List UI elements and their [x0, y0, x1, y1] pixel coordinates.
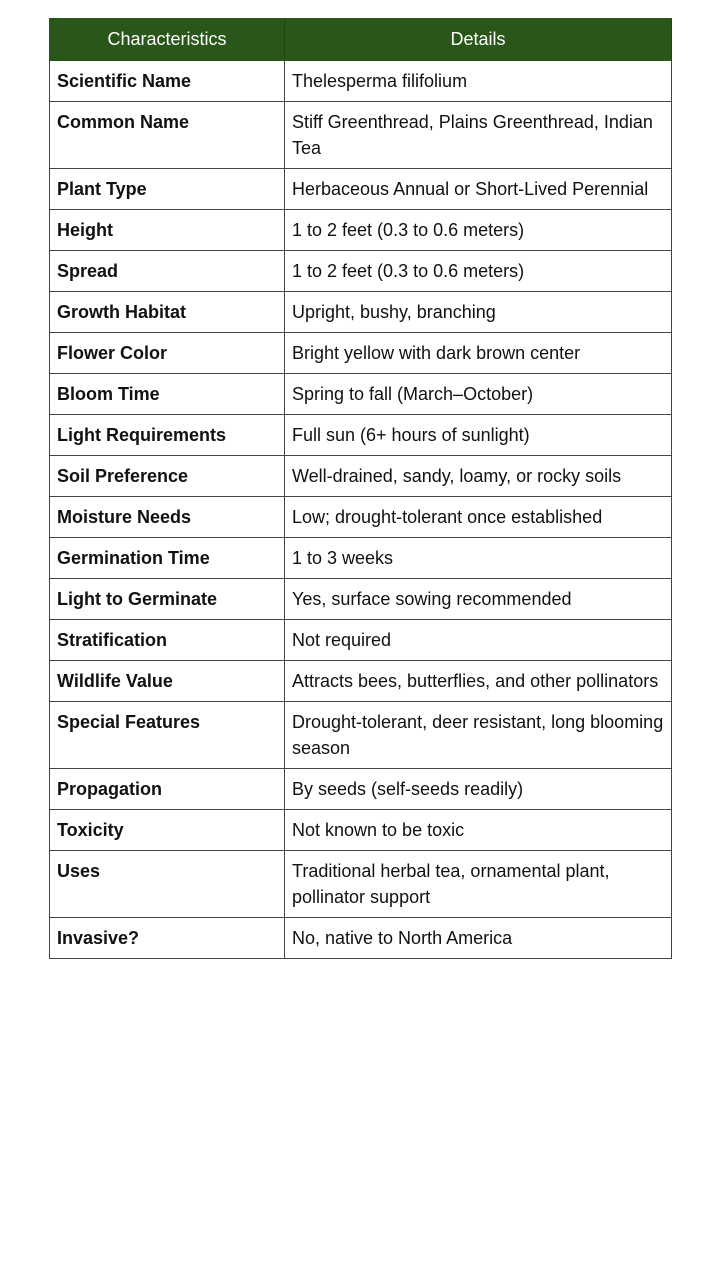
row-label: Common Name [50, 102, 285, 169]
row-value: Stiff Greenthread, Plains Greenthread, Indian Tea [285, 102, 672, 169]
row-value: Drought-tolerant, deer resistant, long blooming season [285, 702, 672, 769]
row-value: Thelesperma filifolium [285, 61, 672, 102]
table-row [50, 415, 672, 456]
column-header-characteristics: Characteristics [50, 19, 285, 61]
table-row [50, 102, 672, 169]
table-row [50, 851, 672, 918]
table-row [50, 61, 672, 102]
row-value: Not required [285, 620, 672, 661]
table-row [50, 702, 672, 769]
row-label: Bloom Time [50, 374, 285, 415]
row-label: Uses [50, 851, 285, 918]
table-row [50, 579, 672, 620]
row-label: Soil Preference [50, 456, 285, 497]
row-value: 1 to 3 weeks [285, 538, 672, 579]
row-value: Attracts bees, butterflies, and other pollinators [285, 661, 672, 702]
row-label: Stratification [50, 620, 285, 661]
row-value: By seeds (self-seeds readily) [285, 769, 672, 810]
row-label: Height [50, 210, 285, 251]
row-value: Not known to be toxic [285, 810, 672, 851]
row-label: Propagation [50, 769, 285, 810]
row-value: 1 to 2 feet (0.3 to 0.6 meters) [285, 210, 672, 251]
table-row [50, 374, 672, 415]
row-label: Light to Germinate [50, 579, 285, 620]
row-value: No, native to North America [285, 918, 672, 959]
table-row [50, 538, 672, 579]
row-label: Wildlife Value [50, 661, 285, 702]
row-value: Full sun (6+ hours of sunlight) [285, 415, 672, 456]
row-label: Growth Habitat [50, 292, 285, 333]
table-row [50, 456, 672, 497]
row-label: Plant Type [50, 169, 285, 210]
characteristics-table [49, 18, 672, 959]
row-value: Yes, surface sowing recommended [285, 579, 672, 620]
row-label: Special Features [50, 702, 285, 769]
row-label: Toxicity [50, 810, 285, 851]
table-row [50, 810, 672, 851]
table-row [50, 333, 672, 374]
row-value: 1 to 2 feet (0.3 to 0.6 meters) [285, 251, 672, 292]
row-label: Light Requirements [50, 415, 285, 456]
row-value: Low; drought-tolerant once established [285, 497, 672, 538]
table-row [50, 661, 672, 702]
table-row [50, 769, 672, 810]
row-label: Flower Color [50, 333, 285, 374]
table-row [50, 292, 672, 333]
table-header-row [50, 19, 672, 61]
table-row [50, 918, 672, 959]
row-value: Spring to fall (March–October) [285, 374, 672, 415]
table-row [50, 169, 672, 210]
row-value: Traditional herbal tea, ornamental plant, pollinator support [285, 851, 672, 918]
column-header-details: Details [285, 19, 672, 61]
row-value: Well-drained, sandy, loamy, or rocky soils [285, 456, 672, 497]
table-row [50, 210, 672, 251]
row-value: Bright yellow with dark brown center [285, 333, 672, 374]
row-label: Scientific Name [50, 61, 285, 102]
row-value: Herbaceous Annual or Short-Lived Perennial [285, 169, 672, 210]
row-label: Germination Time [50, 538, 285, 579]
row-label: Invasive? [50, 918, 285, 959]
table-row [50, 620, 672, 661]
characteristics-table-container [49, 18, 671, 959]
table-row [50, 251, 672, 292]
row-label: Spread [50, 251, 285, 292]
row-value: Upright, bushy, branching [285, 292, 672, 333]
table-body [50, 61, 672, 959]
row-label: Moisture Needs [50, 497, 285, 538]
table-row [50, 497, 672, 538]
